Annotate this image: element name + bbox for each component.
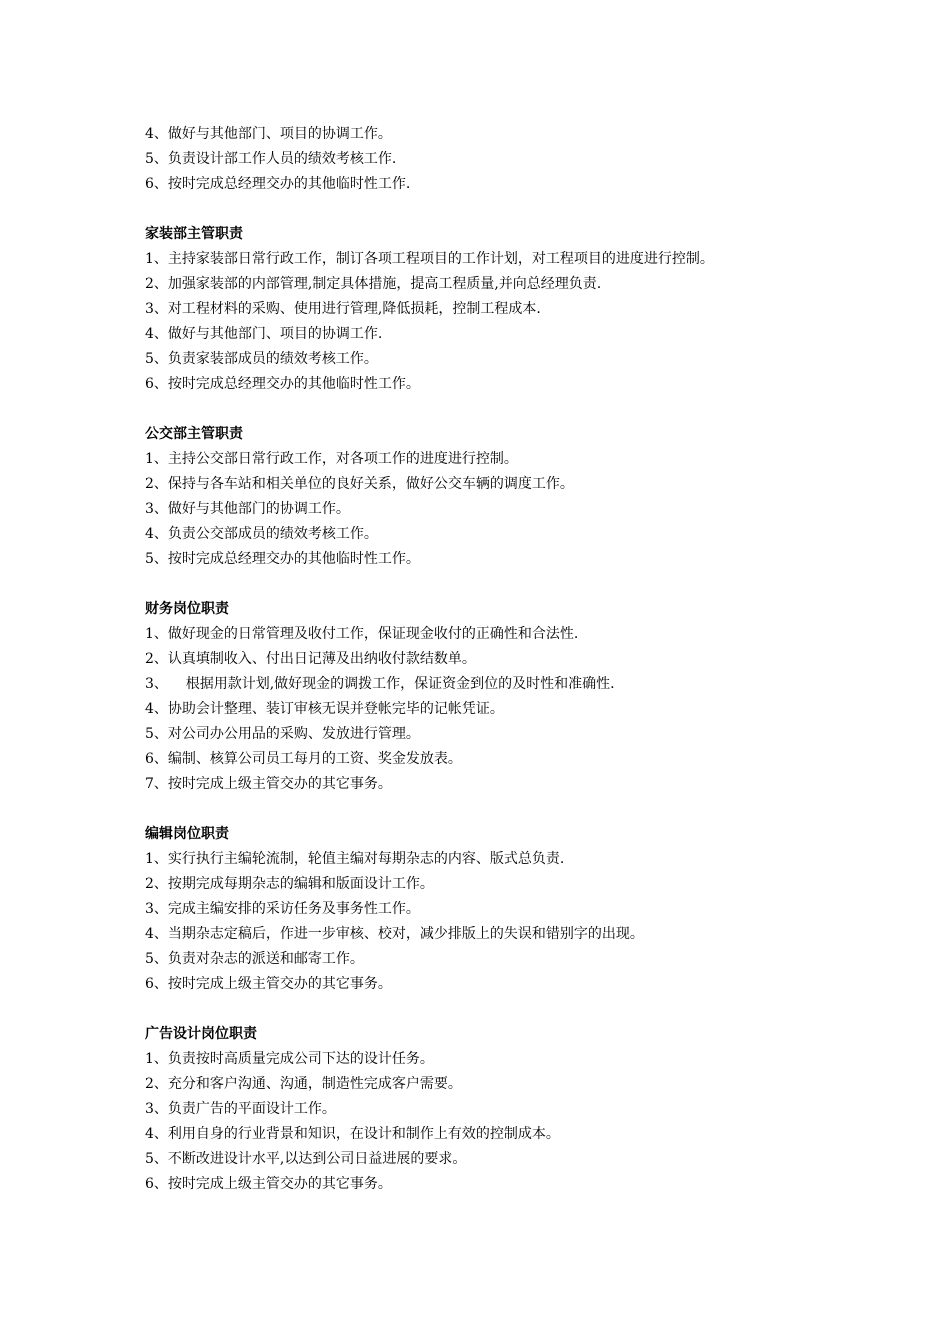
- list-item: 2、保持与各车站和相关单位的良好关系，做好公交车辆的调度工作。: [145, 476, 574, 492]
- list-item: 5、负责设计部工作人员的绩效考核工作.: [145, 151, 397, 167]
- list-item: 5、对公司办公用品的采购、发放进行管理。: [145, 726, 420, 742]
- list-item: 3、完成主编安排的采访任务及事务性工作。: [145, 901, 420, 917]
- list-item: 7、按时完成上级主管交办的其它事务。: [145, 776, 392, 792]
- list-item: 6、按时完成上级主管交办的其它事务。: [145, 976, 392, 992]
- list-item: 3、 根据用款计划,做好现金的调拨工作，保证资金到位的及时性和准确性.: [145, 676, 615, 692]
- list-item: 4、做好与其他部门、项目的协调工作。: [145, 126, 392, 142]
- list-item: 5、不断改进设计水平,以达到公司日益进展的要求。: [145, 1151, 467, 1167]
- section-heading: 编辑岗位职责: [145, 826, 229, 842]
- list-item: 3、做好与其他部门的协调工作。: [145, 501, 350, 517]
- list-item: 3、负责广告的平面设计工作。: [145, 1101, 336, 1117]
- list-item: 5、负责对杂志的派送和邮寄工作。: [145, 951, 364, 967]
- list-item: 6、编制、核算公司员工每月的工资、奖金发放表。: [145, 751, 462, 767]
- intro-list: [145, 122, 845, 197]
- section-public-transport-manager: [145, 422, 845, 572]
- list-item: 4、当期杂志定稿后，作进一步审核、校对，减少排版上的失误和错别字的出现。: [145, 926, 644, 942]
- section-ad-design-role: [145, 1022, 845, 1197]
- section-heading: 财务岗位职责: [145, 601, 229, 617]
- section-heading: 广告设计岗位职责: [145, 1026, 257, 1042]
- list-item: 2、加强家装部的内部管理,制定具体措施，提高工程质量,并向总经理负责.: [145, 276, 602, 292]
- list-item: 4、负责公交部成员的绩效考核工作。: [145, 526, 378, 542]
- list-item: 5、按时完成总经理交办的其他临时性工作。: [145, 551, 420, 567]
- list-item: 4、利用自身的行业背景和知识，在设计和制作上有效的控制成本。: [145, 1126, 560, 1142]
- section-heading: 公交部主管职责: [145, 426, 243, 442]
- list-item: 1、实行执行主编轮流制，轮值主编对每期杂志的内容、版式总负责.: [145, 851, 565, 867]
- list-item: 2、按期完成每期杂志的编辑和版面设计工作。: [145, 876, 434, 892]
- list-item: 1、主持公交部日常行政工作，对各项工作的进度进行控制。: [145, 451, 518, 467]
- list-item: 1、主持家装部日常行政工作，制订各项工程项目的工作计划，对工程项目的进度进行控制。: [145, 251, 714, 267]
- list-item: 5、负责家装部成员的绩效考核工作。: [145, 351, 378, 367]
- list-item: 4、协助会计整理、装订审核无误并登帐完毕的记帐凭证。: [145, 701, 504, 717]
- list-item: 6、按时完成上级主管交办的其它事务。: [145, 1176, 392, 1192]
- section-heading: 家装部主管职责: [145, 226, 243, 242]
- list-item: 4、做好与其他部门、项目的协调工作.: [145, 326, 383, 342]
- list-item: 6、按时完成总经理交办的其他临时性工作。: [145, 376, 420, 392]
- list-item: 2、充分和客户沟通、沟通，制造性完成客户需要。: [145, 1076, 462, 1092]
- section-home-decoration-manager: [145, 222, 845, 397]
- list-item: 6、按时完成总经理交办的其他临时性工作.: [145, 176, 411, 192]
- section-editor-role: [145, 822, 845, 997]
- list-item: 1、负责按时高质量完成公司下达的设计任务。: [145, 1051, 434, 1067]
- list-item: 1、做好现金的日常管理及收付工作，保证现金收付的正确性和合法性.: [145, 626, 579, 642]
- document-page: [145, 122, 845, 1197]
- section-finance-role: [145, 597, 845, 797]
- list-item: 2、认真填制收入、付出日记薄及出纳收付款结数单。: [145, 651, 476, 667]
- list-item: 3、对工程材料的采购、使用进行管理,降低损耗，控制工程成本.: [145, 301, 541, 317]
